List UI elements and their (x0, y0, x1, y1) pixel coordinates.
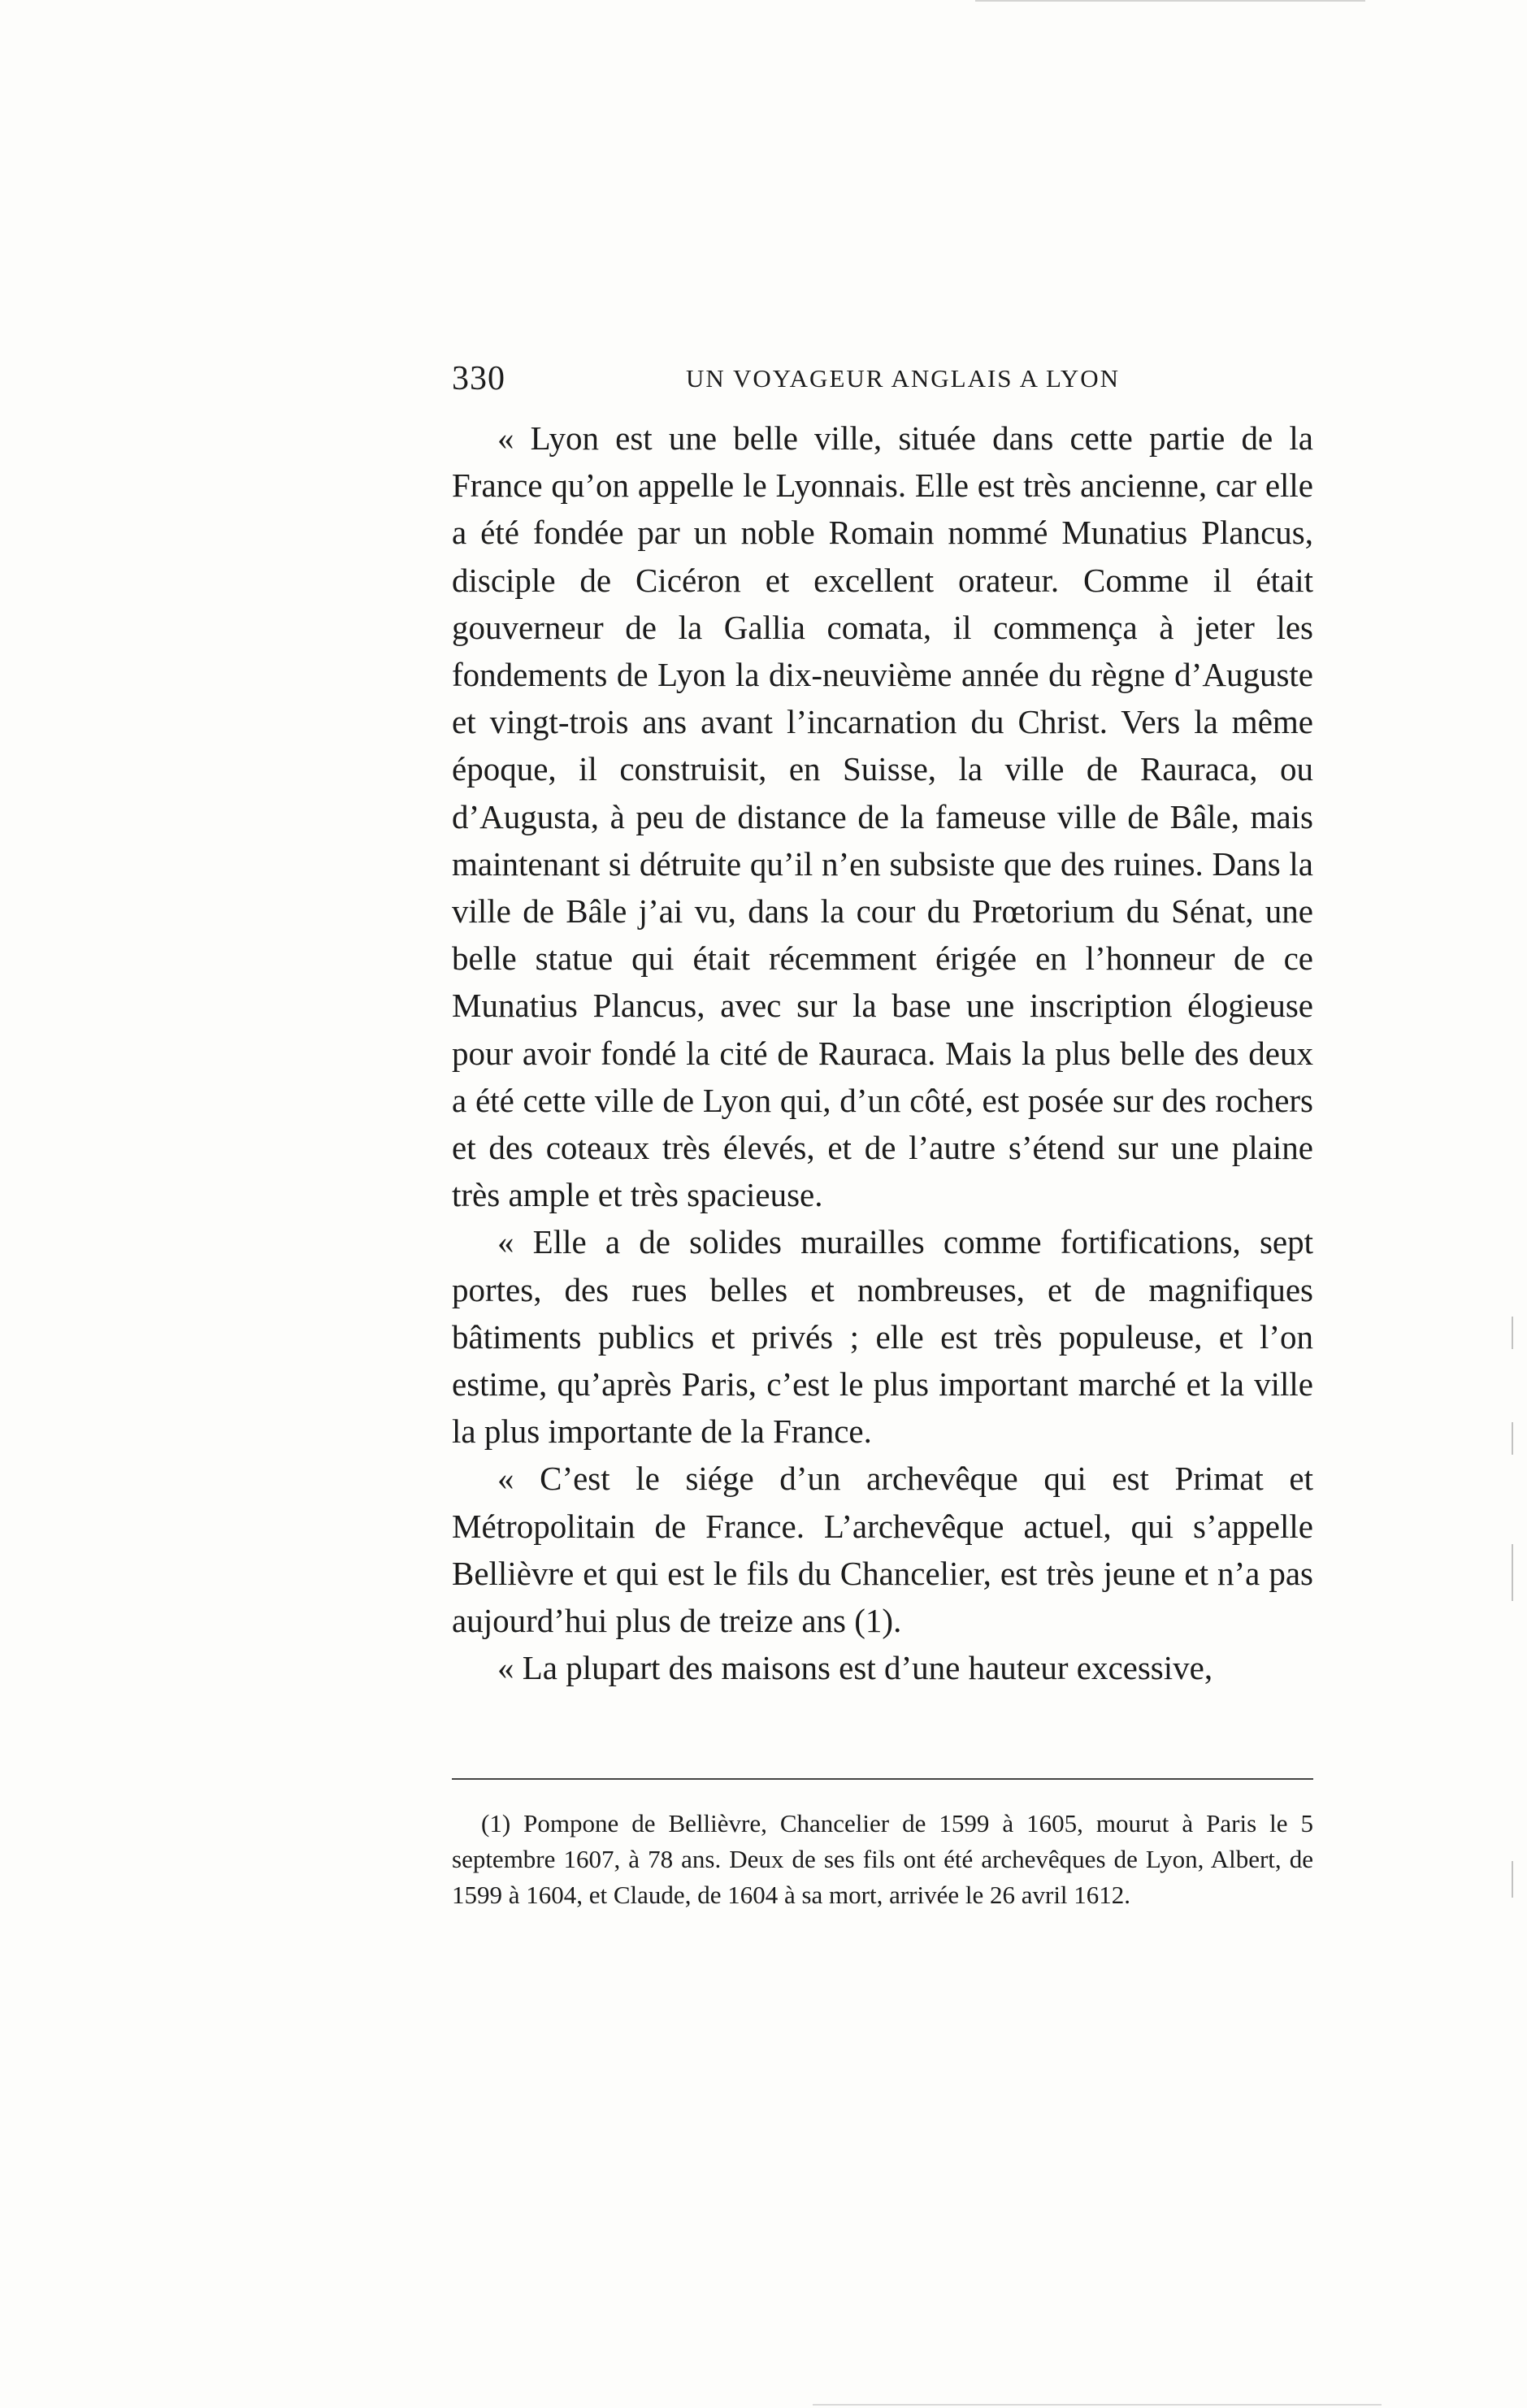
page-header (452, 359, 1321, 408)
paragraph: « Lyon est une belle ville, située dans cette partie de la France qu’on appelle le Lyonnais. Elle est très ancienne, car elle a été fondée par un noble Romain nommé Munatius Plancus, disciple de Cicéron et excellent orateur. Comme il était gouverneur de la Gallia comata, il commença à jeter les fondements de Lyon la dix-neuvième année du règne d’Auguste et vingt-trois ans avant l’incarnation du Christ. Vers la même époque, il construisit, en Suisse, la ville de Rauraca, ou d’Augusta, à peu de distance de la fameuse ville de Bâle, mais maintenant si détruite qu’il n’en subsiste que des ruines. Dans la ville de Bâle j’ai vu, dans la cour du Prœtorium du Sénat, une belle statue qui était récemment érigée en l’honneur de ce Munatius Plancus, avec sur la base une inscription élogieuse pour avoir fondé la cité de Rauraca. Mais la plus belle des deux a été cette ville de Lyon qui, d’un côté, est posée sur des rochers et des coteaux très élevés, et de l’autre s’étend sur une plaine très ample et très spacieuse. (452, 419, 1313, 1214)
paragraph: « C’est le siége d’un archevêque qui est Primat et Métropolitain de France. L’archevêque actuel, qui s’appelle Bellièvre et qui est le fils du Chancelier, est très jeune et n’a pas aujourd’hui plus de treize ans (1). (452, 1460, 1313, 1640)
scan-edge-mark (1512, 1544, 1513, 1601)
paragraph: « La plupart des maisons est d’une hauteur excessive, (497, 1649, 1213, 1687)
scan-edge-mark (1512, 1861, 1513, 1898)
footnotes (452, 1806, 1313, 1913)
running-title: UN VOYAGEUR ANGLAIS A LYON (685, 364, 1120, 393)
scan-edge-mark (1512, 1422, 1513, 1455)
scan-edge-mark (975, 0, 1365, 2)
scan-edge-mark (813, 2404, 1382, 2406)
footnote: (1) Pompone de Bellièvre, Chancelier de 1599 à 1605, mourut à Paris le 5 septembre 1607, à 78 ans. Deux de ses fils ont été archevêques de Lyon, Albert, de 1599 à 1604, et Claude, de 1604 à sa mort, arrivée le 26 avril 1612. (452, 1809, 1313, 1909)
paragraph: « Elle a de solides murailles comme fortifications, sept portes, des rues belles et nombreuses, et de magnifiques bâtiments publics et privés ; elle est très populeuse, et l’on estime, qu’après Paris, c’est le plus important marché et la ville la plus importante de la France. (452, 1223, 1313, 1451)
footnote-divider (452, 1778, 1313, 1780)
body-text (452, 414, 1313, 1691)
page-number: 330 (452, 360, 505, 397)
scan-edge-mark (1512, 1317, 1513, 1349)
